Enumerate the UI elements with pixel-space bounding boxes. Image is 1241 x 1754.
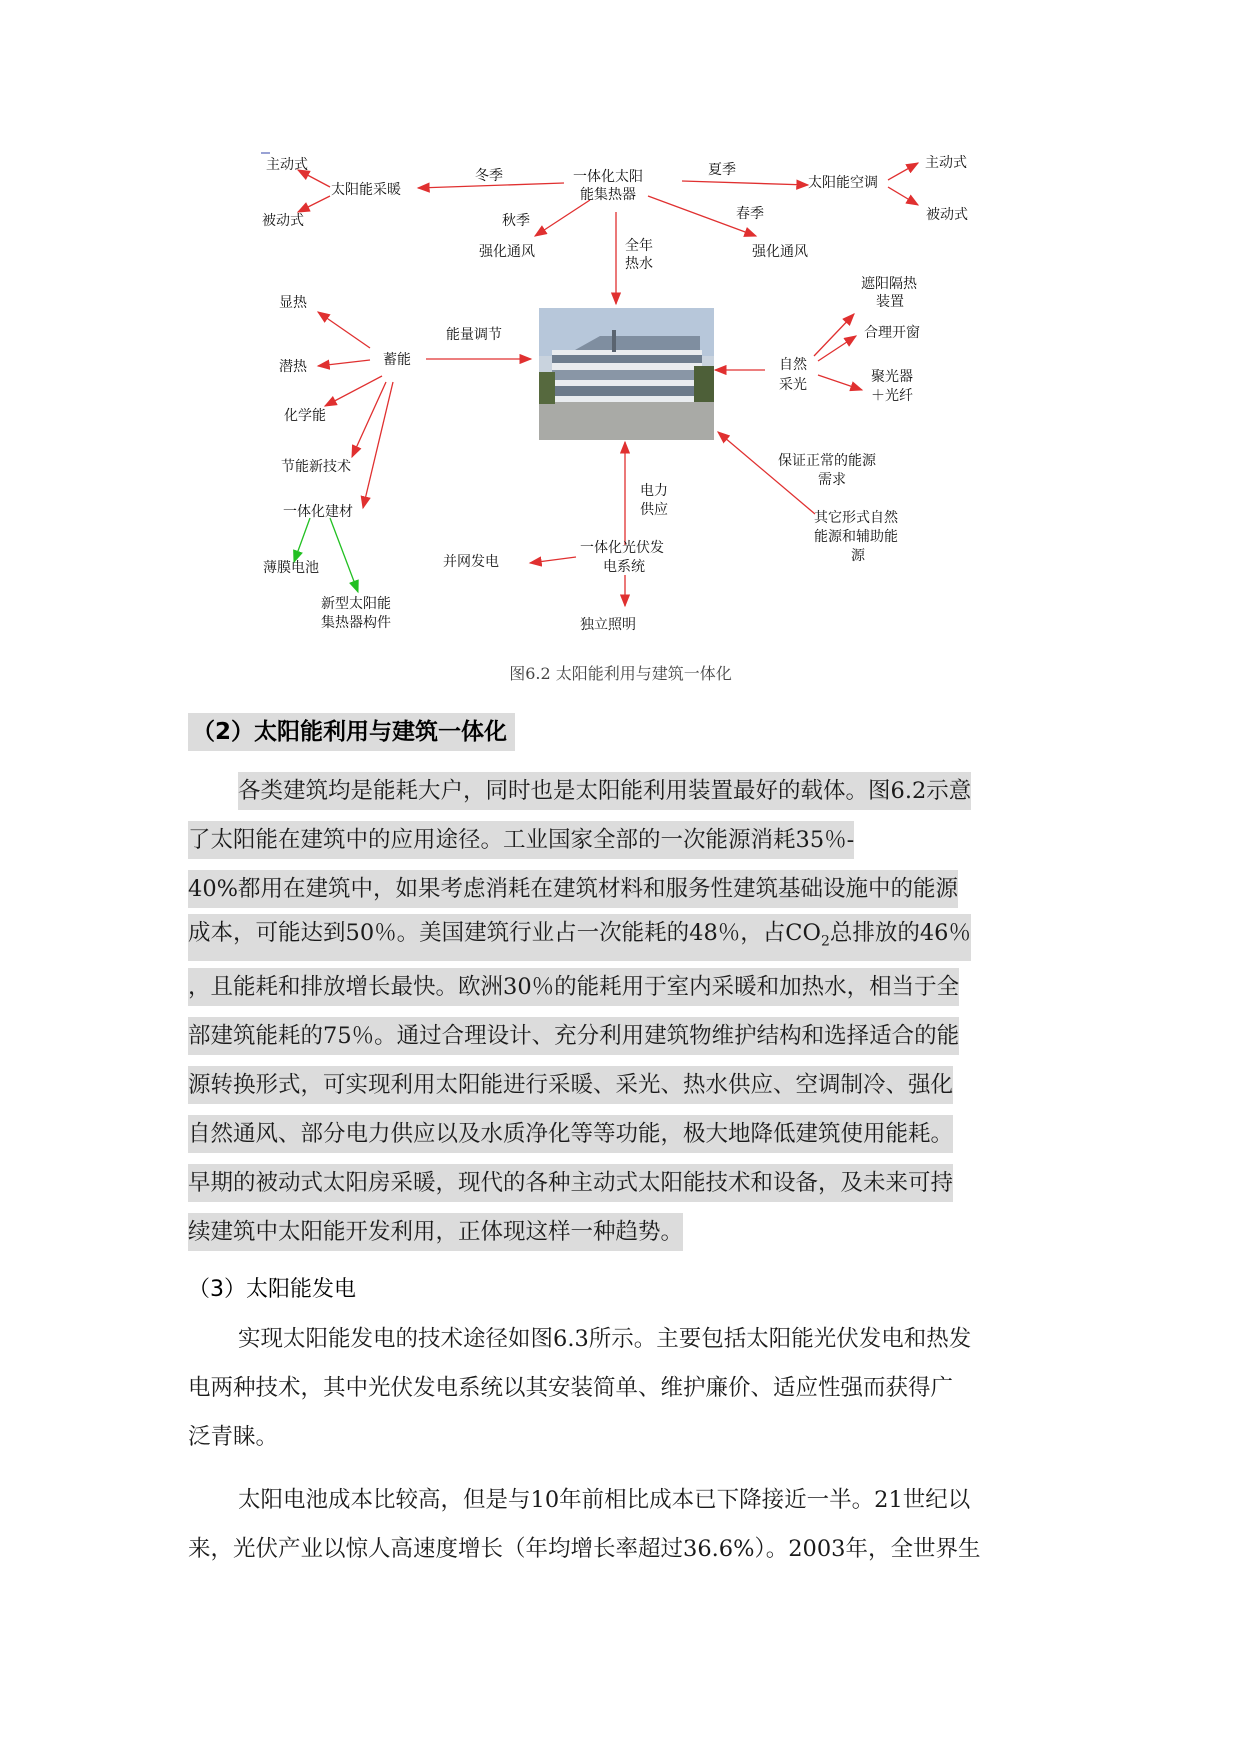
node-concentrator-l1: 聚光器 — [871, 369, 913, 385]
node-regulation: 能量调节 — [446, 327, 502, 343]
node-pv-l2: 电系统 — [603, 559, 645, 575]
node-concentrator-l2: ＋光纤 — [871, 388, 913, 404]
paragraph-line: 40%都用在建筑中，如果考虑消耗在建筑材料和服务性建筑基础设施中的能源 — [188, 864, 1048, 913]
node-hotwater-l2: 热水 — [625, 256, 653, 272]
paragraph-line: 太阳电池成本比较高，但是与10年前相比成本已下降接近一半。21世纪以 — [238, 1487, 971, 1513]
paragraph-line: 泛青睐。 — [188, 1424, 279, 1450]
node-grid: 并网发电 — [443, 554, 499, 570]
node-winter: 冬季 — [475, 168, 503, 184]
node-power-l1: 电力 — [640, 483, 668, 499]
solar-building-diagram — [0, 0, 1241, 700]
node-hotwater-l1: 全年 — [625, 238, 653, 254]
node-newcollector-l2: 集热器构件 — [321, 615, 391, 631]
node-ventilation-right: 强化通风 — [752, 244, 808, 260]
paragraph-line: 了太阳能在建筑中的应用途径。工业国家全部的一次能源消耗35％- — [188, 815, 1048, 864]
paragraph-line: 电两种技术，其中光伏发电系统以其安装简单、维护廉价、适应性强而获得广 — [188, 1375, 954, 1401]
node-chemical: 化学能 — [284, 408, 326, 424]
node-active-right: 主动式 — [925, 155, 967, 171]
node-passive-left: 被动式 — [262, 213, 304, 229]
node-ventilation-left: 强化通风 — [479, 244, 535, 260]
node-new-tech: 节能新技术 — [281, 459, 351, 475]
paragraph-line: 自然通风、部分电力供应以及水质净化等等功能，极大地降低建筑使用能耗。 — [188, 1109, 1048, 1158]
node-independent: 独立照明 — [580, 617, 636, 633]
arrows-green — [294, 518, 358, 592]
node-autumn: 秋季 — [502, 213, 530, 229]
node-other-l2: 能源和辅助能 — [814, 529, 898, 545]
node-spring: 春季 — [736, 206, 764, 222]
node-pv-l1: 一体化光伏发 — [580, 540, 664, 556]
node-solar-ac: 太阳能空调 — [808, 175, 878, 191]
paragraph-line: 源转换形式，可实现利用太阳能进行采暖、采光、热水供应、空调制冷、强化 — [188, 1060, 1048, 1109]
paragraph-solar-power-routes — [188, 1315, 1048, 1462]
node-thinfilm: 薄膜电池 — [263, 560, 319, 576]
node-daylight-l1: 自然 — [779, 357, 807, 373]
node-guarantee-l1: 保证正常的能源 — [778, 453, 876, 469]
node-collector-l1: 一体化太阳 — [573, 169, 643, 185]
node-sensible: 显热 — [279, 295, 307, 311]
co2-subscript: 2 — [820, 933, 830, 950]
paragraph-line: 成本，可能达到50％。美国建筑行业占一次能耗的48％，占$CO_2$总排放的46％ — [188, 913, 1048, 962]
paragraph-line: 各类建筑均是能耗大户，同时也是太阳能利用装置最好的载体。图6.2示意 — [188, 766, 1048, 815]
node-passive-right: 被动式 — [926, 207, 968, 223]
paragraph-line: ，且能耗和排放增长最快。欧洲30％的能耗用于室内采暖和加热水，相当于全 — [188, 962, 1048, 1011]
node-integrated-material: 一体化建材 — [283, 504, 353, 520]
section-heading-building-integration: （2）太阳能利用与建筑一体化 — [188, 713, 515, 751]
figure-caption: 图6.2 太阳能利用与建筑一体化 — [509, 664, 732, 683]
paragraph-solar-cell-cost — [188, 1476, 1048, 1574]
section-heading-solar-power: （3）太阳能发电 — [188, 1277, 356, 1302]
node-shade-l2: 装置 — [876, 294, 904, 310]
paragraph-line: 实现太阳能发电的技术途径如图6.3所示。主要包括太阳能光伏发电和热发 — [238, 1326, 972, 1352]
paragraph-line: 来，光伏产业以惊人高速度增长（年均增长率超过36.6%）。2003年，全世界生 — [188, 1536, 981, 1562]
node-other-l3: 源 — [851, 548, 865, 564]
node-latent: 潜热 — [279, 359, 307, 375]
node-newcollector-l1: 新型太阳能 — [321, 596, 391, 612]
node-summer: 夏季 — [708, 162, 736, 178]
paragraph-line: 部建筑能耗的75％。通过合理设计、充分利用建筑物维护结构和选择适合的能 — [188, 1011, 1048, 1060]
node-active-left: 主动式 — [266, 157, 308, 173]
node-solar-heating: 太阳能采暖 — [331, 182, 401, 198]
paragraph-building-integration — [188, 766, 1048, 1256]
building-photo — [539, 308, 714, 440]
node-power-l2: 供应 — [640, 502, 668, 518]
node-shade-l1: 遮阳隔热 — [861, 276, 917, 292]
node-other-l1: 其它形式自然 — [814, 510, 898, 526]
node-window: 合理开窗 — [864, 325, 920, 341]
paragraph-line: 早期的被动式太阳房采暖，现代的各种主动式太阳能技术和设备，及未来可持 — [188, 1158, 1048, 1207]
node-collector-l2: 能集热器 — [580, 187, 636, 203]
node-storage: 蓄能 — [383, 352, 411, 368]
paragraph-line: 续建筑中太阳能开发利用，正体现这样一种趋势。 — [188, 1207, 1048, 1256]
node-daylight-l2: 采光 — [779, 377, 807, 393]
node-guarantee-l2: 需求 — [818, 472, 846, 488]
